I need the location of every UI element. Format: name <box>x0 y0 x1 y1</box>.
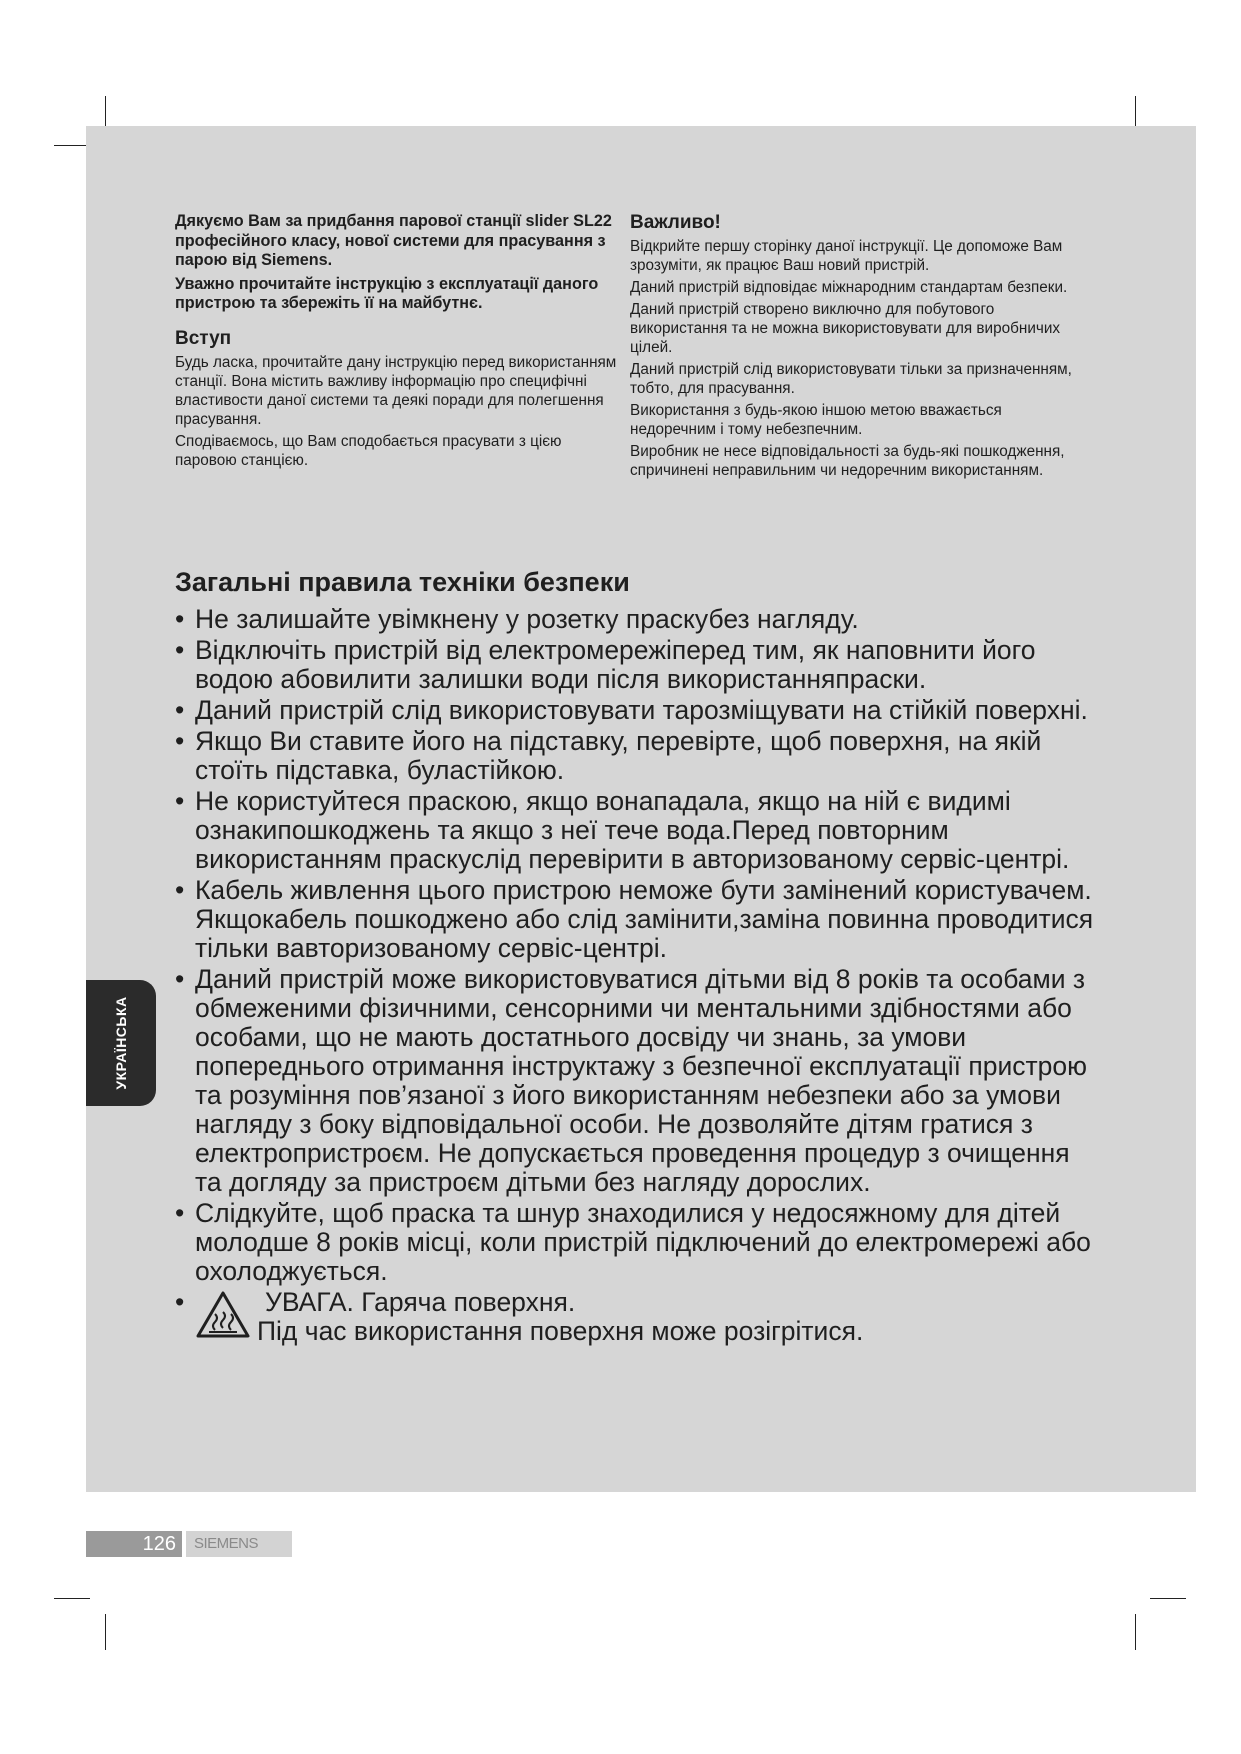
bullet-mark: • <box>175 695 185 725</box>
important-paragraph: Використання з будь-якою іншою метою вважається недоречним і тому небезпечним. <box>630 402 1002 438</box>
bullet-mark: • <box>175 1287 185 1317</box>
bullet-mark: • <box>175 875 185 905</box>
crop-mark <box>54 1598 90 1599</box>
important-column <box>630 212 1080 483</box>
intro-column <box>175 212 625 473</box>
crop-mark <box>105 1614 106 1650</box>
page-number: 126 <box>86 1531 182 1557</box>
list-item: • Якщо Ви ставите його на підставку, перевірте, щоб поверхня, на якій стоїть підставка, буластійкою. <box>175 726 1042 785</box>
important-paragraph: Даний пристрій слід використовувати тільки за призначенням, тобто, для прасування. <box>630 361 1072 397</box>
list-item: • Даний пристрій може використовуватися дітьми від 8 років та особами з обмеженими фізичними, сенсорними чи ментальними здібностями або особами, що не мають достатнього досвіду чи знань, за умови попереднього отримання інструктажу з безпечної експлуатації пристрою та розуміння пов’язаної з його використанням небезпеки або за умови нагляду з боку відповідальної особи. Не дозволяйте дітям гратися з електропристроєм. Не допускається проведення процедур з очищення та догляду за пристроєм дітьми без нагляду дорослих. <box>175 964 1087 1197</box>
list-item: • Слідкуйте, щоб праска та шнур знаходилися у недосяжному для дітей молодше 8 років місці, коли пристрій підключений до електромережі або охолоджується. <box>175 1198 1091 1286</box>
list-item: • Кабель живлення цього пристрою неможе бути замінений користувачем. Якщокабель пошкоджено або слід замінити,заміна повинна проводитися тільки вавторизованому сервіс-центрі. <box>175 875 1094 963</box>
bullet-mark: • <box>175 786 185 816</box>
important-paragraph: Відкрийте першу сторінку даної інструкції. Це допоможе Вам зрозуміти, як працює Ваш новий пристрій. <box>630 238 1063 274</box>
bullet-mark: • <box>175 604 185 634</box>
crop-mark <box>1135 1614 1136 1650</box>
footer-brand: SIEMENS <box>186 1531 292 1557</box>
important-paragraph: Даний пристрій створено виключно для побутового використання та не можна використовувати для виробничих цілей. <box>630 301 1061 356</box>
vstup-paragraph: Сподіваємось, що Вам сподобається прасувати з цією паровою станцією. <box>175 432 562 469</box>
list-item: • Не користуйтеся праскою, якщо вонападала, якщо на ній є видимі ознакипошкоджень та якщо з неї тече вода.Перед повторним використанням праскуслід перевірити в авторизованому сервіс-центрі. <box>175 786 1070 874</box>
warning-line-2: Під час використання поверхня може розігрітися. <box>257 1316 864 1346</box>
intro-read-carefully: Уважно прочитайте інструкцію з експлуатації даного пристрою та збережіть її на майбутнє. <box>175 274 599 312</box>
bullet-mark: • <box>175 635 185 665</box>
important-paragraph: Виробник не несе відповідальності за будь-які пошкодження, спричинені неправильним чи недоречним використанням. <box>630 443 1065 479</box>
language-tab <box>86 980 156 1106</box>
list-item: • Даний пристрій слід використовувати тарозміщувати на стійкій поверхні. <box>175 695 1088 725</box>
vstup-heading: Вступ <box>175 327 232 349</box>
important-heading: Важливо! <box>630 212 721 233</box>
bullet-mark: • <box>175 1198 185 1228</box>
hot-surface-warning <box>175 1288 1095 1346</box>
vstup-paragraph: Будь ласка, прочитайте дану інструкцію перед використанням станції. Вона містить важливу інформацію про специфічні властивости даної системи та деякі поради для полегшення прасування. <box>175 353 617 428</box>
warning-line-1: УВАГА. Гаряча поверхня. <box>265 1287 576 1317</box>
hot-surface-warning-icon <box>195 1290 251 1340</box>
list-item: • Відключіть пристрій від електромережіперед тим, як наповнити його водою абовилити залишки води після використанняпраски. <box>175 635 1036 694</box>
crop-mark <box>1150 1598 1186 1599</box>
crop-mark <box>54 145 90 146</box>
safety-title: Загальні правила техніки безпеки <box>175 567 630 597</box>
safety-list <box>175 605 1095 1346</box>
language-tab-label: УКРАЇНСЬКА <box>113 996 129 1090</box>
important-paragraph: Даний пристрій відповідає міжнародним стандартам безпеки. <box>630 279 1068 296</box>
list-item: • Не залишайте увімкнену у розетку праскубез нагляду. <box>175 604 859 634</box>
intro-thanks: Дякуємо Вам за придбання парової станції slider SL22 професійного класу, нової системи для прасування з парою від Siemens. <box>175 212 612 269</box>
bullet-mark: • <box>175 726 185 756</box>
bullet-mark: • <box>175 964 185 994</box>
